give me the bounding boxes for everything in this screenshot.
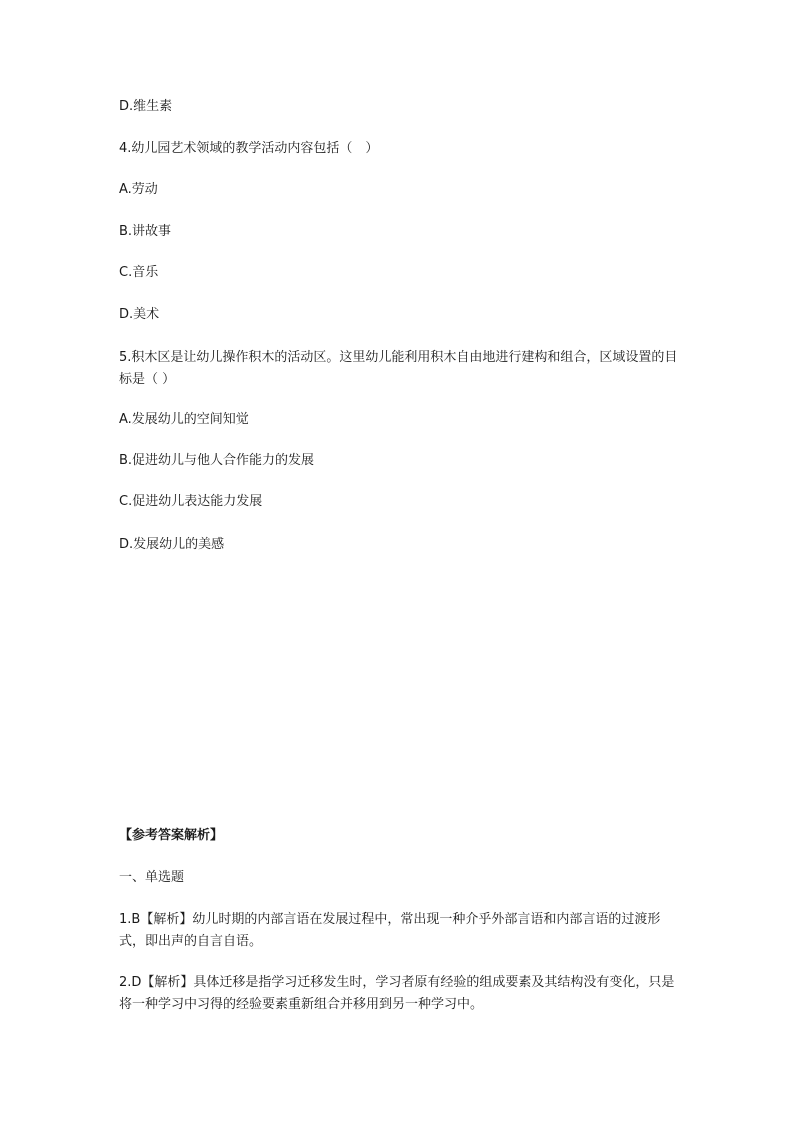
q4-option-b: B.讲故事 (119, 224, 172, 239)
q4-option-c: C.音乐 (119, 265, 159, 280)
answers-section: 一、单选题 (119, 870, 185, 885)
answer-item: 2.D【解析】具体迁移是指学习迁移发生时，学习者原有经验的组成要素及其结构没有变化，只是将一种学习中习得的经验要素重新组合并移用到另一种学习中。 (119, 975, 675, 1012)
q5-stem: 5.积木区是让幼儿操作积木的活动区。这里幼儿能利用积木自由地进行建构和组合，区域设置的目标是（ ） (119, 350, 678, 387)
answer-item: 1.B【解析】幼儿时期的内部言语在发展过程中，常出现一种介乎外部言语和内部言语的过渡形式，即出声的自言自语。 (119, 912, 661, 949)
q3-option-d: D.维生素 (119, 99, 173, 114)
q5-option-c: C.促进幼儿表达能力发展 (119, 494, 263, 509)
q5-option-b: B.促进幼儿与他人合作能力的发展 (119, 453, 315, 468)
answers-title: 【参考答案解析】 (119, 828, 224, 843)
q4-stem: 4.幼儿园艺术领域的教学活动内容包括（ ） (119, 141, 379, 156)
q4-option-a: A.劳动 (119, 182, 158, 197)
q5-option-a: A.发展幼儿的空间知觉 (119, 412, 249, 427)
q4-option-d: D.美术 (119, 307, 160, 322)
q5-option-d: D.发展幼儿的美感 (119, 537, 225, 552)
